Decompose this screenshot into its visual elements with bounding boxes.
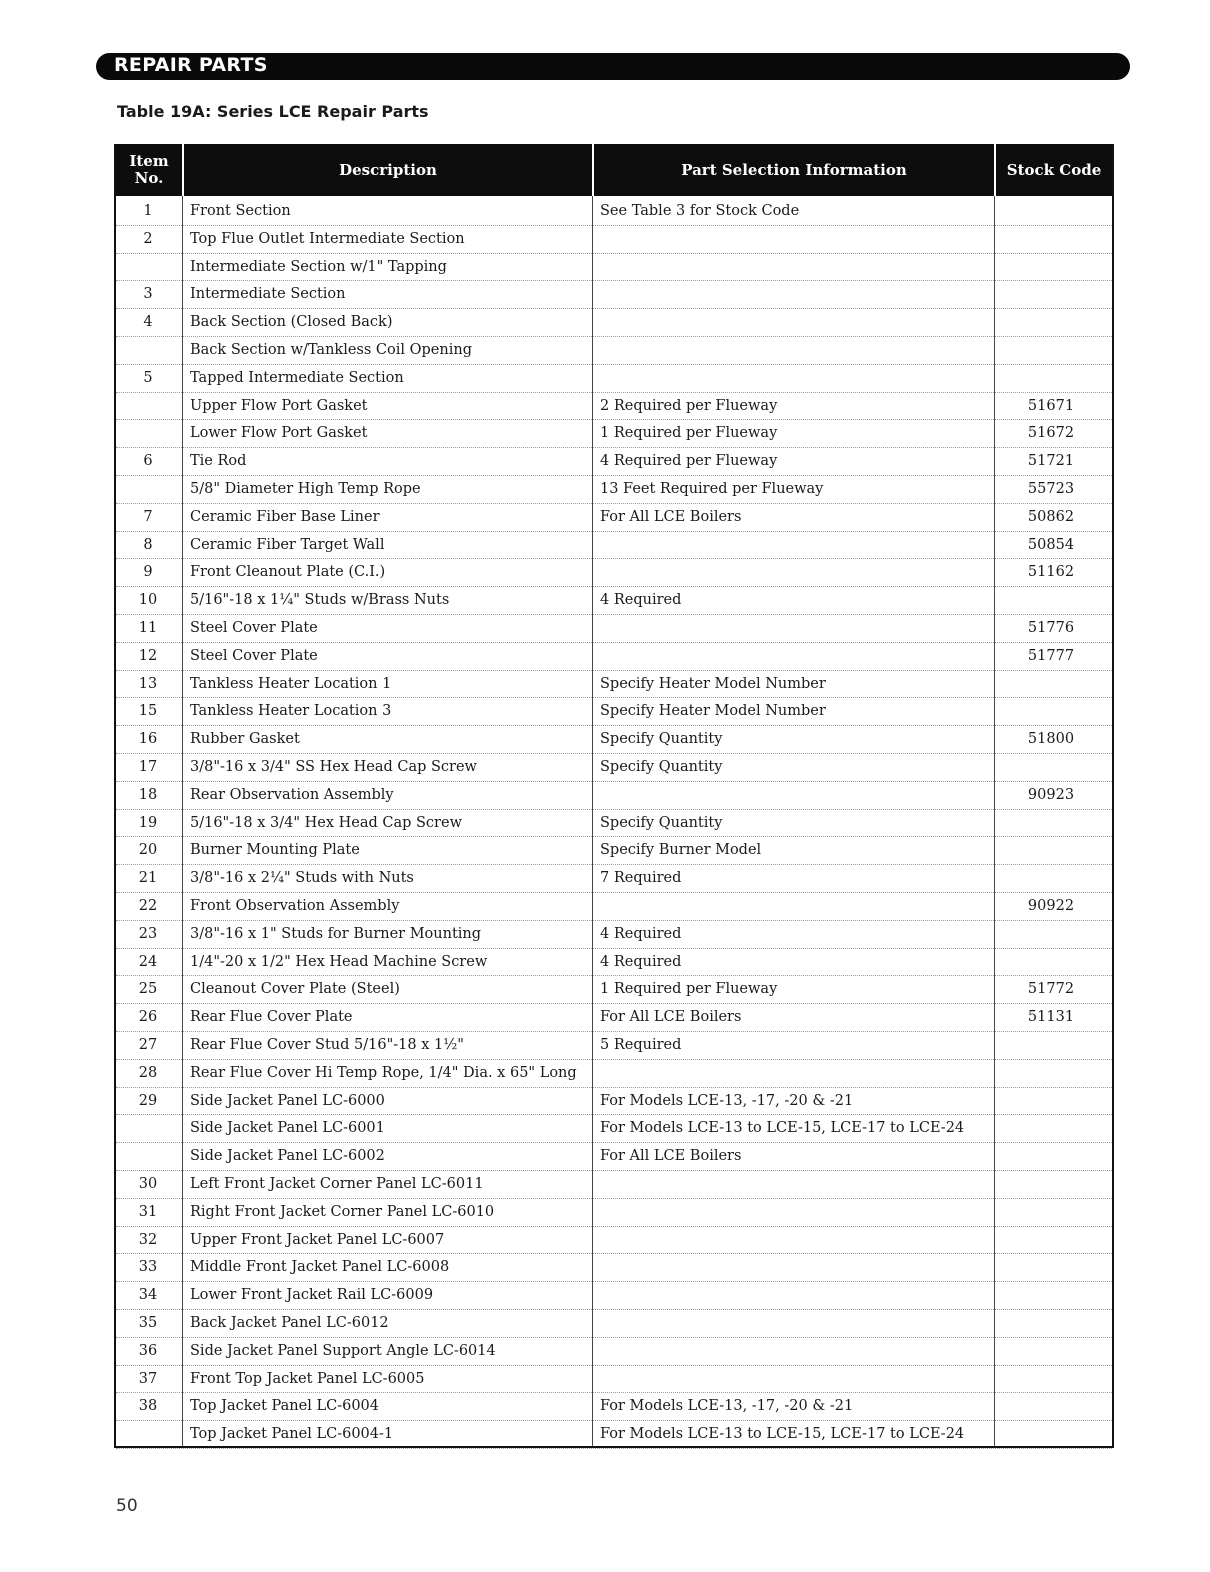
- row-description: Upper Flow Port Gasket: [190, 397, 368, 414]
- row-description: Ceramic Fiber Target Wall: [190, 536, 385, 553]
- table-row: [116, 671, 1112, 699]
- row-description: Top Flue Outlet Intermediate Section: [190, 230, 465, 247]
- table-row: [116, 448, 1112, 476]
- row-description: 5/8" Diameter High Temp Rope: [190, 481, 421, 497]
- row-stock-code: 51162: [1027, 564, 1075, 581]
- row-stock-code: 51671: [1027, 397, 1075, 414]
- table-row: [116, 1254, 1112, 1282]
- row-part-selection: For Models LCE-13, -17, -20 & -21: [600, 1398, 854, 1415]
- table-row: [116, 726, 1112, 754]
- row-description: Left Front Jacket Corner Panel LC-6011: [190, 1176, 484, 1192]
- table-row: [116, 393, 1112, 421]
- table-row: [116, 1032, 1112, 1060]
- row-description: Right Front Jacket Corner Panel LC-6010: [190, 1203, 495, 1220]
- table-row: [116, 1199, 1112, 1227]
- row-description: Rear Flue Cover Hi Temp Rope, 1/4" Dia. x 65" Long: [190, 1064, 577, 1081]
- row-stock-code: 51776: [1027, 620, 1075, 636]
- row-description: Upper Front Jacket Panel LC-6007: [190, 1231, 445, 1248]
- row-description: Side Jacket Panel LC-6000: [190, 1092, 385, 1109]
- row-item-no: 27: [138, 1037, 158, 1053]
- row-description: 5/16"-18 x 1¼" Studs w/Brass Nuts: [190, 592, 450, 609]
- row-description: 1/4"-20 x 1/2" Hex Head Machine Screw: [190, 953, 488, 970]
- row-stock-code: 51721: [1027, 453, 1075, 470]
- table-row: [116, 1115, 1112, 1143]
- table-row: [116, 949, 1112, 977]
- table-row: [116, 532, 1112, 560]
- row-item-no: 5: [143, 369, 153, 386]
- row-part-selection: 2 Required per Flueway: [600, 397, 778, 414]
- row-item-no: 37: [138, 1370, 158, 1387]
- header-stock-code: Stock Code: [1006, 160, 1102, 179]
- table-row: [116, 365, 1112, 393]
- row-item-no: 7: [143, 508, 153, 525]
- row-item-no: 12: [138, 647, 158, 664]
- table-row: [116, 254, 1112, 282]
- row-description: Top Jacket Panel LC-6004: [190, 1398, 379, 1415]
- row-part-selection: 4 Required: [600, 925, 682, 942]
- row-item-no: 16: [138, 731, 158, 748]
- row-part-selection: For Models LCE-13 to LCE-15, LCE-17 to LCE-24: [600, 1120, 965, 1137]
- row-item-no: 1: [143, 203, 153, 219]
- row-part-selection: 7 Required: [600, 870, 682, 887]
- table-row: [116, 281, 1112, 309]
- row-item-no: 8: [143, 536, 153, 553]
- row-stock-code: 51672: [1027, 425, 1075, 442]
- table-row: [116, 1338, 1112, 1366]
- row-part-selection: Specify Quantity: [600, 731, 723, 748]
- row-item-no: 36: [138, 1342, 158, 1359]
- table-row: [116, 420, 1112, 448]
- row-description: 3/8"-16 x 2¼" Studs with Nuts: [190, 870, 414, 887]
- row-item-no: 31: [138, 1203, 158, 1220]
- page-number: 50: [116, 1496, 138, 1516]
- row-description: Ceramic Fiber Base Liner: [190, 508, 380, 525]
- row-item-no: 38: [138, 1398, 158, 1415]
- row-item-no: 24: [138, 953, 158, 970]
- header-item-no: Item No.: [129, 152, 169, 187]
- row-part-selection: 5 Required: [600, 1037, 682, 1053]
- row-part-selection: For All LCE Boilers: [600, 1009, 742, 1026]
- section-banner: [96, 53, 1130, 80]
- row-stock-code: 90923: [1027, 786, 1075, 803]
- section-banner-label: REPAIR PARTS: [114, 54, 268, 76]
- row-item-no: 17: [138, 759, 158, 775]
- table-row: [116, 1366, 1112, 1394]
- table-row: [116, 1143, 1112, 1171]
- row-description: Rubber Gasket: [190, 731, 300, 748]
- row-description: Lower Flow Port Gasket: [190, 425, 368, 442]
- row-item-no: 6: [143, 453, 153, 470]
- table-row: [116, 337, 1112, 365]
- row-description: Tankless Heater Location 3: [190, 703, 392, 720]
- row-item-no: 29: [138, 1092, 158, 1109]
- table-row: [116, 1227, 1112, 1255]
- row-description: Side Jacket Panel LC-6001: [190, 1120, 385, 1137]
- row-part-selection: Specify Quantity: [600, 759, 723, 775]
- row-item-no: 18: [138, 786, 158, 803]
- row-item-no: 30: [138, 1176, 158, 1192]
- table-title: Table 19A: Series LCE Repair Parts: [117, 102, 429, 121]
- row-description: 3/8"-16 x 3/4" SS Hex Head Cap Screw: [190, 759, 477, 775]
- table-row: [116, 754, 1112, 782]
- row-description: Front Section: [190, 203, 291, 219]
- row-item-no: 11: [138, 620, 158, 636]
- row-description: Burner Mounting Plate: [190, 842, 360, 859]
- row-part-selection: For All LCE Boilers: [600, 508, 742, 525]
- table-row: [116, 309, 1112, 337]
- row-item-no: 15: [138, 703, 158, 720]
- row-description: Intermediate Section w/1" Tapping: [190, 258, 447, 275]
- row-stock-code: 50862: [1027, 508, 1075, 525]
- row-part-selection: For All LCE Boilers: [600, 1148, 742, 1165]
- row-description: Back Jacket Panel LC-6012: [190, 1315, 389, 1331]
- table-row: [116, 1421, 1112, 1449]
- table-row: [116, 198, 1112, 226]
- row-part-selection: 4 Required: [600, 953, 682, 970]
- row-stock-code: 51772: [1027, 981, 1075, 998]
- row-item-no: 19: [138, 814, 158, 831]
- table-header: [116, 144, 1112, 196]
- row-description: Rear Flue Cover Plate: [190, 1009, 353, 1026]
- table-row: [116, 226, 1112, 254]
- table-row: [116, 837, 1112, 865]
- table-row: [116, 921, 1112, 949]
- row-item-no: 21: [138, 870, 158, 887]
- row-description: Steel Cover Plate: [190, 620, 318, 636]
- table-row: [116, 587, 1112, 615]
- row-description: Tie Rod: [190, 453, 247, 470]
- header-part-selection: Part Selection Information: [681, 160, 907, 179]
- table-row: [116, 1282, 1112, 1310]
- row-part-selection: Specify Burner Model: [600, 842, 762, 859]
- row-item-no: 22: [138, 898, 158, 914]
- row-item-no: 3: [143, 286, 153, 303]
- row-item-no: 32: [138, 1231, 158, 1248]
- row-stock-code: 51131: [1027, 1009, 1075, 1026]
- row-stock-code: 50854: [1027, 536, 1075, 553]
- row-description: Front Observation Assembly: [190, 898, 400, 914]
- table-row: [116, 1393, 1112, 1421]
- row-part-selection: 4 Required per Flueway: [600, 453, 778, 470]
- row-part-selection: For Models LCE-13, -17, -20 & -21: [600, 1092, 854, 1109]
- row-description: Back Section w/Tankless Coil Opening: [190, 342, 472, 358]
- row-stock-code: 51777: [1027, 647, 1075, 664]
- table-row: [116, 1171, 1112, 1199]
- row-part-selection: Specify Heater Model Number: [600, 675, 826, 692]
- repair-parts-table: [114, 144, 1114, 1448]
- row-description: Top Jacket Panel LC-6004-1: [190, 1426, 394, 1443]
- table-row: [116, 865, 1112, 893]
- row-description: Back Section (Closed Back): [190, 314, 393, 331]
- table-row: [116, 476, 1112, 504]
- row-item-no: 4: [143, 314, 153, 331]
- row-description: Rear Flue Cover Stud 5/16"-18 x 1½": [190, 1037, 464, 1053]
- row-item-no: 25: [138, 981, 158, 998]
- row-part-selection: 1 Required per Flueway: [600, 981, 778, 998]
- row-description: Intermediate Section: [190, 286, 346, 303]
- table-row: [116, 810, 1112, 838]
- row-part-selection: Specify Heater Model Number: [600, 703, 826, 720]
- row-stock-code: 55723: [1027, 481, 1075, 497]
- row-part-selection: Specify Quantity: [600, 814, 723, 831]
- row-description: 5/16"-18 x 3/4" Hex Head Cap Screw: [190, 814, 462, 831]
- table-row: [116, 698, 1112, 726]
- row-item-no: 26: [138, 1009, 158, 1026]
- table-row: [116, 504, 1112, 532]
- row-part-selection: 1 Required per Flueway: [600, 425, 778, 442]
- table-row: [116, 893, 1112, 921]
- row-description: Side Jacket Panel Support Angle LC-6014: [190, 1342, 496, 1359]
- table-row: [116, 643, 1112, 671]
- row-item-no: 10: [138, 592, 158, 609]
- row-item-no: 13: [138, 675, 158, 692]
- table-row: [116, 782, 1112, 810]
- table-row: [116, 615, 1112, 643]
- row-item-no: 20: [138, 842, 158, 859]
- table-row: [116, 559, 1112, 587]
- row-item-no: 35: [138, 1315, 158, 1331]
- table-row: [116, 1310, 1112, 1338]
- row-part-selection: 13 Feet Required per Flueway: [600, 481, 824, 497]
- row-description: Cleanout Cover Plate (Steel): [190, 981, 400, 998]
- table-row: [116, 976, 1112, 1004]
- row-item-no: 34: [138, 1287, 158, 1304]
- row-part-selection: For Models LCE-13 to LCE-15, LCE-17 to LCE-24: [600, 1426, 965, 1443]
- row-description: Tapped Intermediate Section: [190, 369, 404, 386]
- row-description: Lower Front Jacket Rail LC-6009: [190, 1287, 434, 1304]
- table-row: [116, 1088, 1112, 1116]
- row-item-no: 33: [138, 1259, 158, 1276]
- row-description: Rear Observation Assembly: [190, 786, 394, 803]
- row-item-no: 23: [138, 925, 158, 942]
- row-stock-code: 90922: [1027, 898, 1075, 914]
- row-description: Tankless Heater Location 1: [190, 675, 392, 692]
- row-part-selection: 4 Required: [600, 592, 682, 609]
- table-row: [116, 1060, 1112, 1088]
- header-description: Description: [339, 160, 437, 179]
- row-part-selection: See Table 3 for Stock Code: [600, 203, 800, 219]
- row-item-no: 9: [143, 564, 153, 581]
- row-description: Side Jacket Panel LC-6002: [190, 1148, 385, 1165]
- row-description: 3/8"-16 x 1" Studs for Burner Mounting: [190, 925, 482, 942]
- row-item-no: 2: [143, 230, 153, 247]
- row-stock-code: 51800: [1027, 731, 1075, 748]
- row-description: Front Top Jacket Panel LC-6005: [190, 1370, 425, 1387]
- table-row: [116, 1004, 1112, 1032]
- row-description: Middle Front Jacket Panel LC-6008: [190, 1259, 450, 1276]
- row-description: Front Cleanout Plate (C.I.): [190, 564, 386, 581]
- row-description: Steel Cover Plate: [190, 647, 318, 664]
- row-item-no: 28: [138, 1064, 158, 1081]
